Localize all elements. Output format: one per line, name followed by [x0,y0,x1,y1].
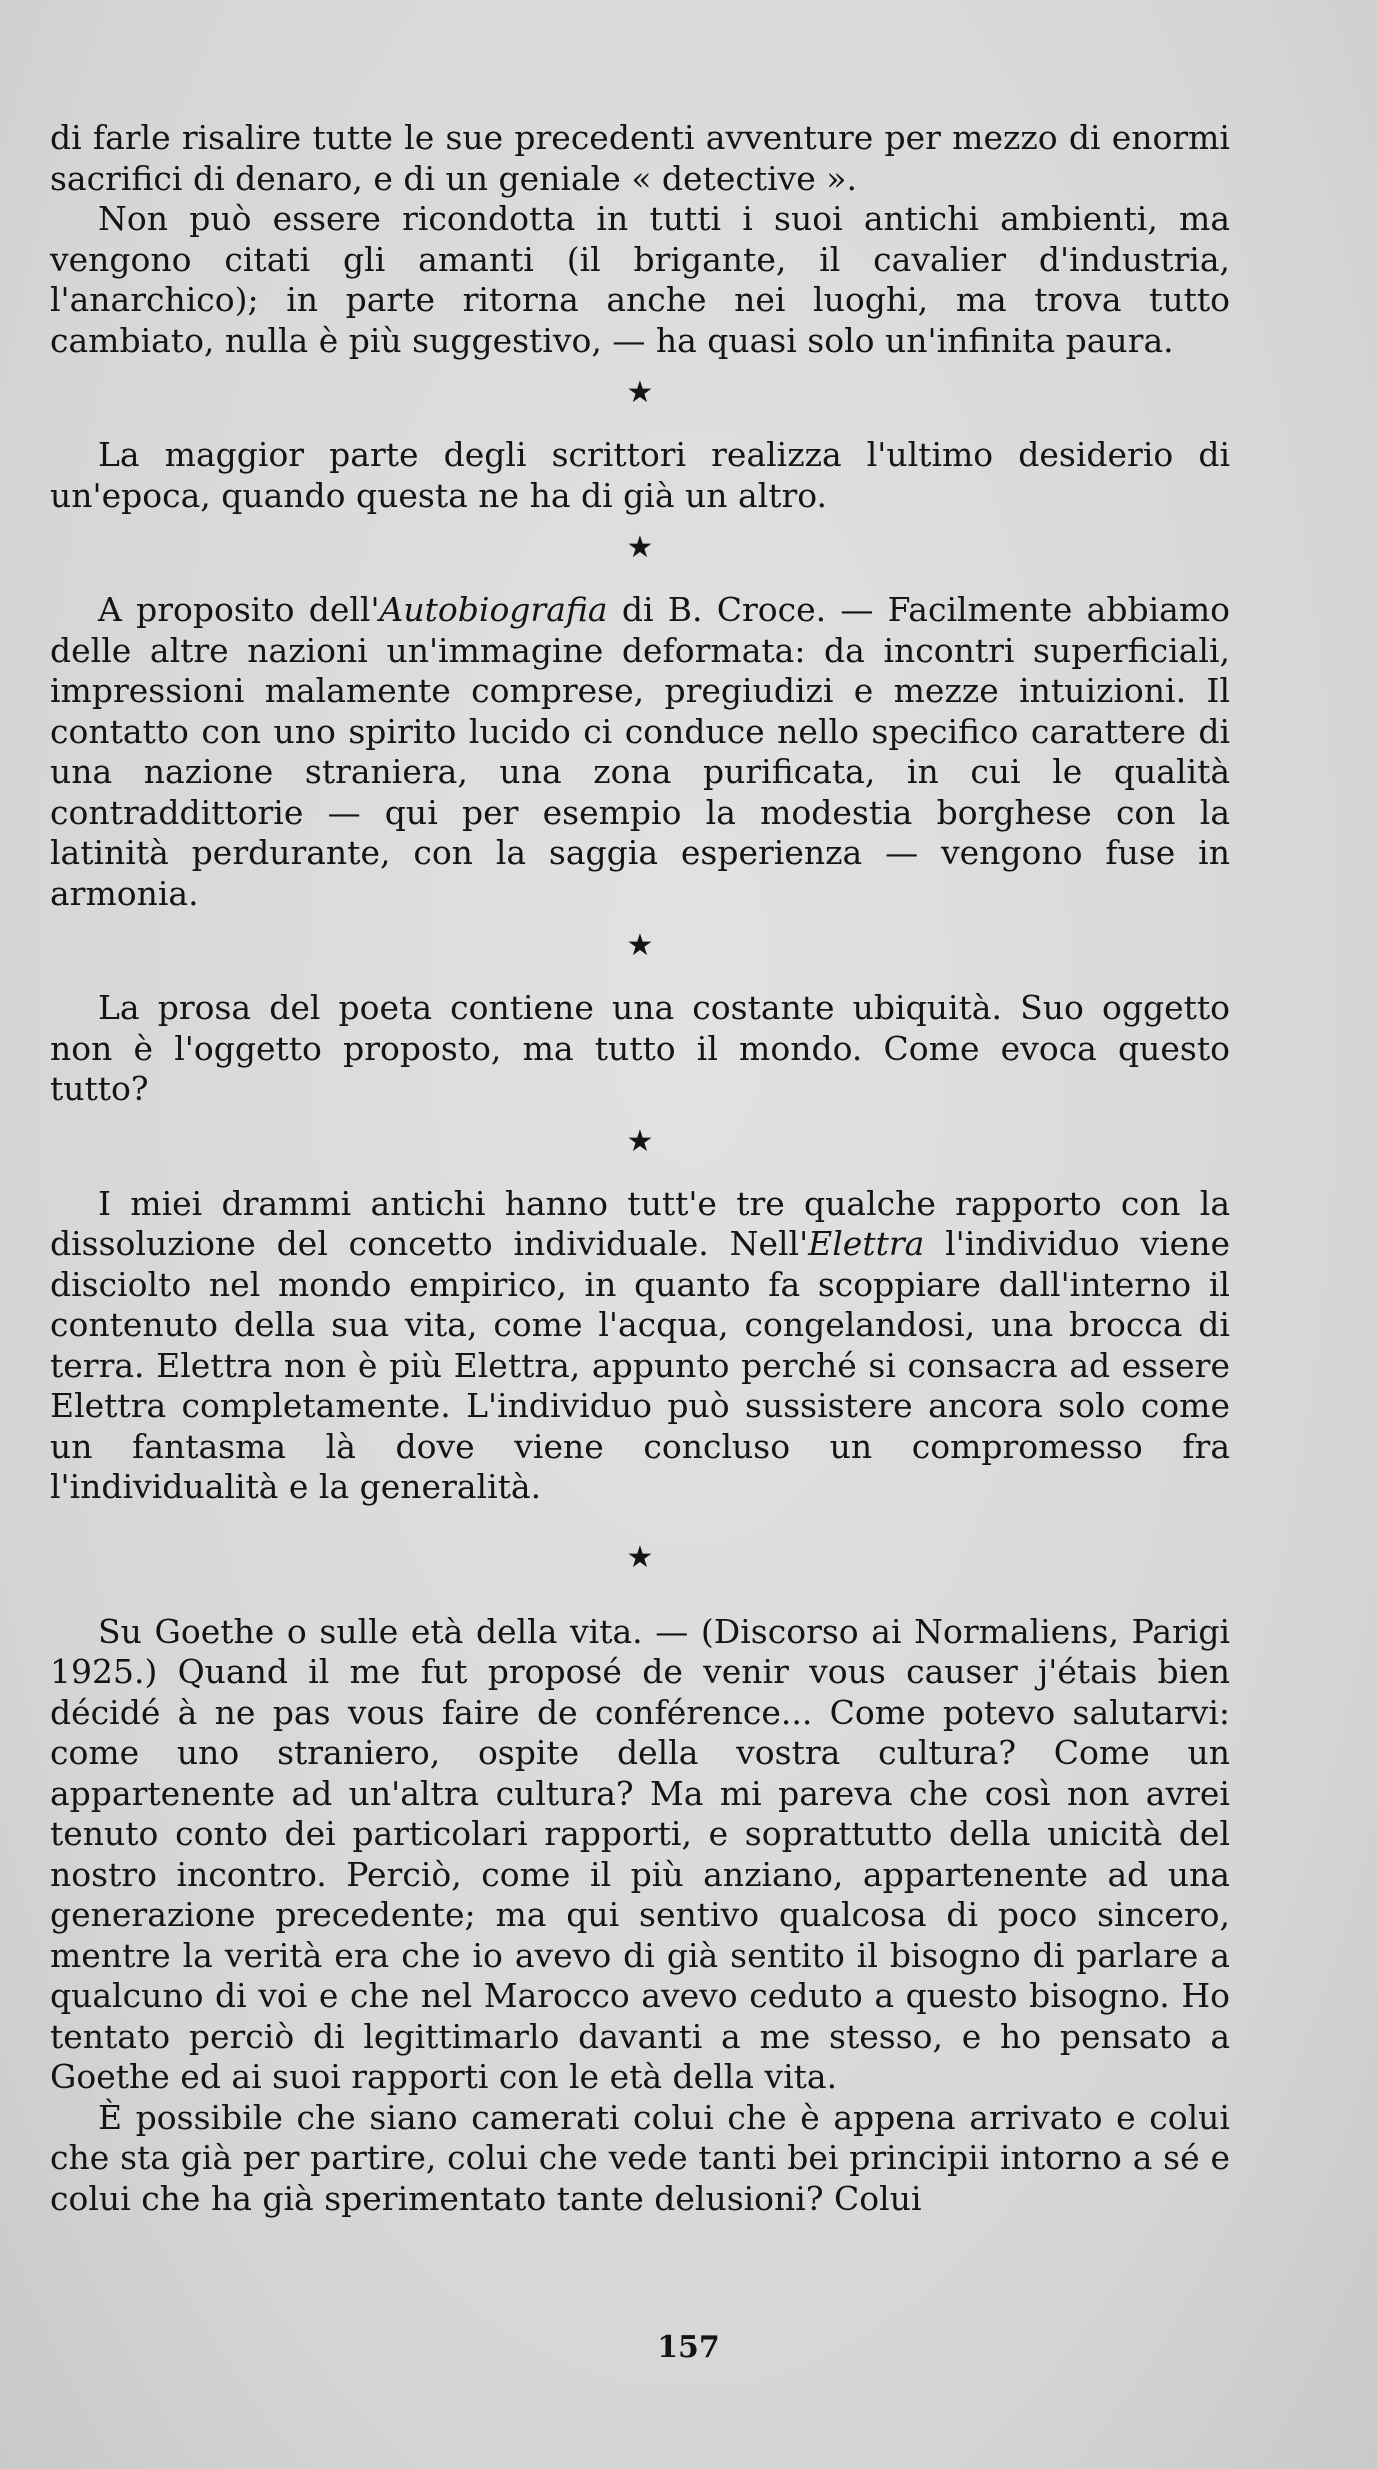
paragraph-continuation: di farle risalire tutte le sue precedenti avventure per mezzo di enormi sacrifici di denaro, e di un geniale « detective ». [50,118,1230,198]
croce-text: di B. Croce. — Facilmente abbiamo delle altre nazioni un'immagine deformata: da incontri superficiali, impressioni malamente comprese, pregiudizi e mezze intuizioni. Il contatto con uno spirito lucido ci conduce nello specifico carattere di una nazione straniera, una zona purificata, in cui le qualità contraddittorie — qui per esempio la modestia borghese con la latinità perdurante, con la saggia esperienza — vengono fuse in armonia. [50,590,1230,913]
paragraph-croce [50,590,1230,914]
croce-lead: A proposito dell' [98,590,380,629]
section-separator-5: ★ [626,1539,654,1575]
section-separator-1: ★ [626,375,654,410]
paragraph-drammi [50,1184,1230,1508]
page-number: 157 [657,2330,720,2365]
croce-book-title: Autobiografia [379,590,608,629]
drammi-lead: I miei drammi antichi hanno tutt'e tre qualche rapporto con la dissoluzione del concetto individuale. Nell' [50,1183,1230,1263]
section-separator-3: ★ [626,928,654,963]
paragraph-prosa: La prosa del poeta contiene una costante ubiquità. Suo oggetto non è l'oggetto proposto, ma tutto il mondo. Come evoca questo tutto? [50,988,1230,1108]
drammi-text: l'individuo viene disciolto nel mondo empirico, in quanto fa scoppiare dall'interno il contenuto della sua vita, come l'acqua, congelandosi, una brocca di terra. Elettra non è più Elettra, appunto perché si consacra ad essere Elettra completamente. L'individuo può sussistere ancora solo come un fantasma là dove viene concluso un compromesso fra l'individualità e la generalità. [50,1224,1230,1506]
section-separator-2: ★ [626,530,654,565]
paragraph-ambienti: Non può essere ricondotta in tutti i suoi antichi ambienti, ma vengono citati gli amanti (il brigante, il cavalier d'industria, l'anarchico); in parte ritorna anche nei luoghi, ma trova tutto cambiato, nulla è più suggestivo, — ha quasi solo un'infinita paura. [50,199,1230,360]
paragraph-scrittori: La maggior parte degli scrittori realizza l'ultimo desiderio di un'epoca, quando questa ne ha di già un altro. [50,435,1230,515]
paragraph-camerati: È possibile che siano camerati colui che è appena arrivato e colui che sta già per partire, colui che vede tanti bei principii intorno a sé e colui che ha già sperimentato tante delusioni? Colui [50,2097,1230,2218]
page-body [50,118,1230,2219]
elettra-title: Elettra [808,1224,925,1263]
paragraph-goethe: Su Goethe o sulle età della vita. — (Discorso ai Normaliens, Parigi 1925.) Quand il me fut proposé de venir vous causer j'étais bien décidé à ne pas vous faire de conférence... Come potevo salutarvi: come uno straniero, ospite della vostra cultura? Come un appartenente ad un'altra cultura? Ma mi pareva che così non avrei tenuto conto dei particolari rapporti, e soprattutto della unicità del nostro incontro. Perciò, come il più anziano, appartenente ad una generazione precedente; ma qui sentivo qualcosa di poco sincero, mentre la verità era che io avevo di già sentito il bisogno di parlare a qualcuno di voi e che nel Marocco avevo ceduto a questo bisogno. Ho tentato perciò di legittimarlo davanti a me stesso, e ho pensato a Goethe ed ai suoi rapporti con le età della vita. [50,1611,1230,2096]
section-separator-4: ★ [626,1123,654,1159]
